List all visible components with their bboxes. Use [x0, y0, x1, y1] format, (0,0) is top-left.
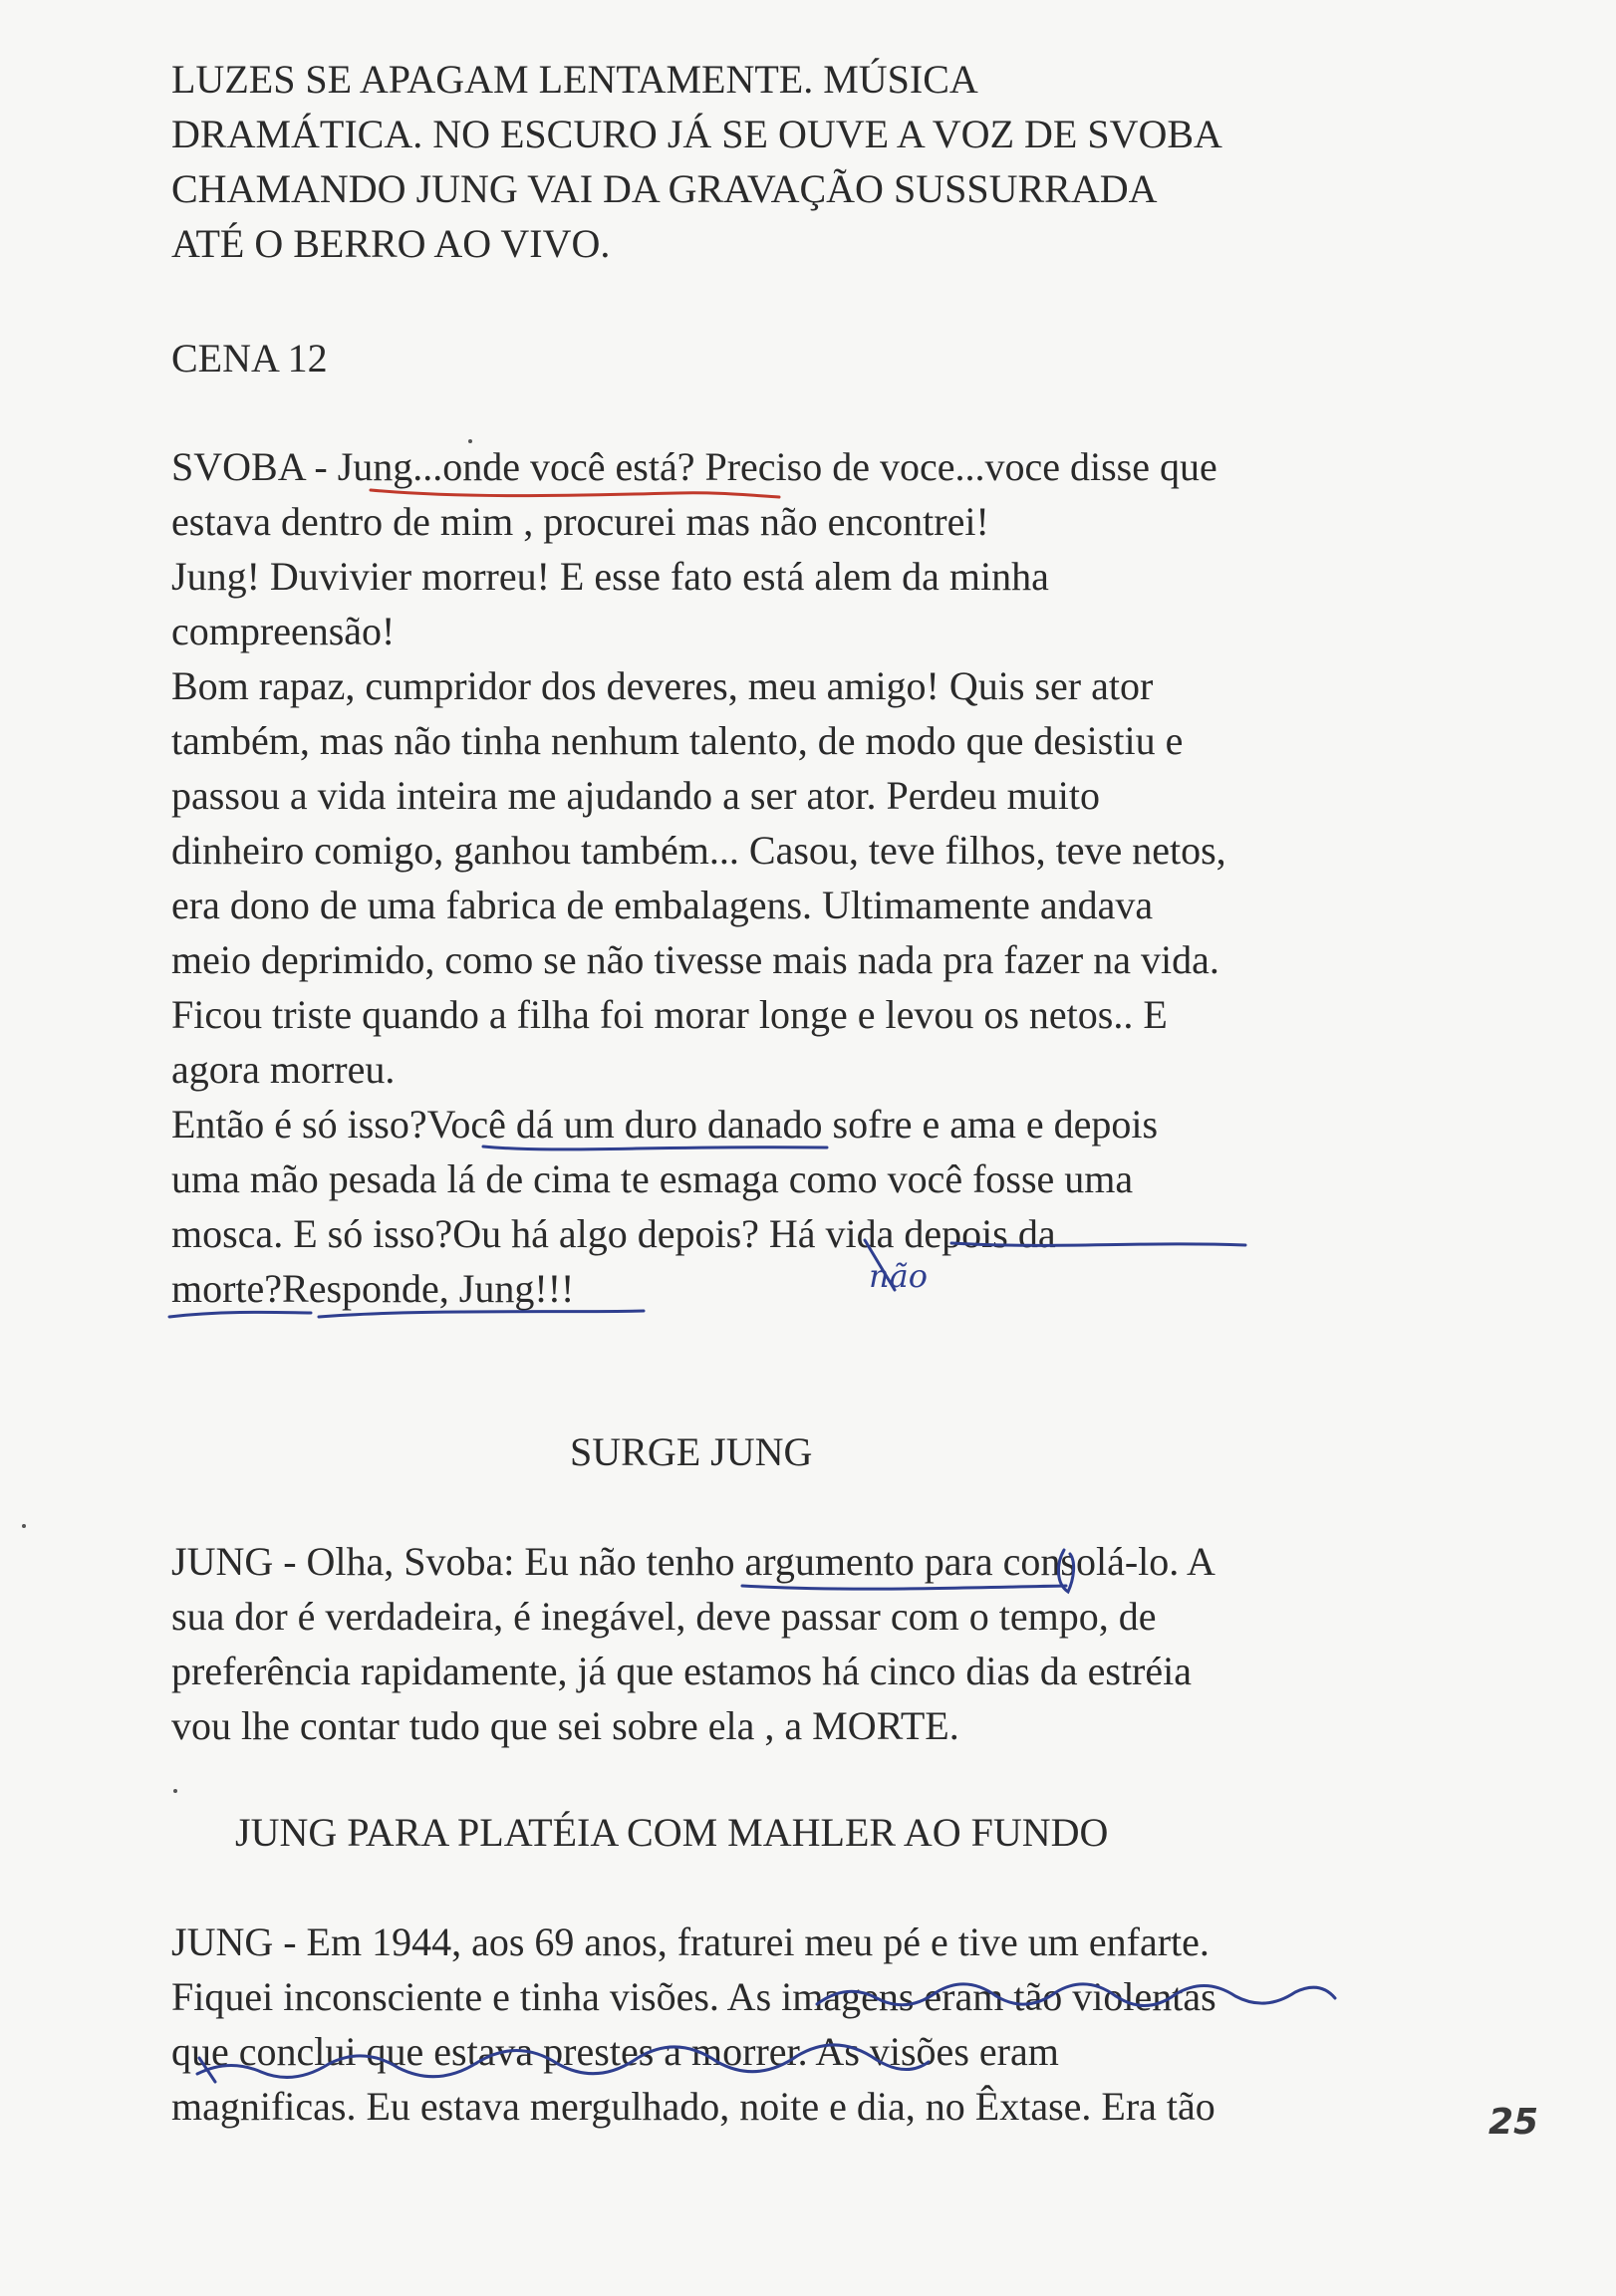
- text-line: passou a vida inteira me ajudando a ser ator. Perdeu muito: [171, 773, 1100, 818]
- stage-direction-plateia: [235, 1805, 1108, 1860]
- text-line: que conclui que estava prestes a morrer. As visões eram: [171, 2029, 1059, 2074]
- stage-direction-lights: [171, 52, 1467, 271]
- text-line: sua dor é verdadeira, é inegável, deve passar com o tempo, de: [171, 1594, 1157, 1639]
- text-line: compreensão!: [171, 609, 396, 653]
- text-line: vou lhe contar tudo que sei sobre ela , a MORTE.: [171, 1703, 959, 1748]
- text-line: também, mas não tinha nenhum talento, de modo que desistiu e: [171, 718, 1184, 763]
- scan-speck: [22, 1524, 26, 1528]
- text-line: JUNG - Olha, Svoba: Eu não tenho argumento para consolá-lo. A: [171, 1539, 1215, 1584]
- scan-speck: [173, 1789, 177, 1793]
- text-line: Fiquei inconsciente e tinha visões. As imagens eram tão violentas: [171, 1974, 1216, 2019]
- stage-direction-text: JUNG PARA PLATÉIA COM MAHLER AO FUNDO: [235, 1810, 1109, 1855]
- text-line: CHAMANDO JUNG VAI DA GRAVAÇÃO SUSSURRADA: [171, 166, 1158, 211]
- stage-direction-text: SURGE JUNG: [570, 1429, 813, 1474]
- text-line: era dono de uma fabrica de embalagens. Ultimamente andava: [171, 883, 1154, 927]
- jung-speech-2: [171, 1914, 1467, 2134]
- text-line: Então é só isso?Você dá um duro danado sofre e ama e depois: [171, 1102, 1159, 1147]
- text-line: SVOBA - Jung...onde você está? Preciso de voce...voce disse que: [171, 444, 1217, 489]
- stage-direction-surge-jung: [570, 1424, 812, 1479]
- text-line: agora morreu.: [171, 1047, 396, 1092]
- text-line: morte?Responde, Jung!!!: [171, 1266, 575, 1311]
- text-line: Jung! Duvivier morreu! E esse fato está alem da minha: [171, 554, 1049, 599]
- page-number: 25: [1488, 2102, 1539, 2143]
- text-line: JUNG - Em 1944, aos 69 anos, fraturei meu pé e tive um enfarte.: [171, 1919, 1210, 1964]
- text-line: mosca. E só isso?Ou há algo depois? Há vida depois da: [171, 1211, 1056, 1256]
- text-line: magnificas. Eu estava mergulhado, noite e dia, no Êxtase. Era tão: [171, 2084, 1215, 2129]
- scan-speck: [468, 439, 472, 443]
- text-line: Ficou triste quando a filha foi morar longe e levou os netos.. E: [171, 992, 1168, 1037]
- text-line: dinheiro comigo, ganhou também... Casou, teve filhos, teve netos,: [171, 828, 1226, 873]
- handwritten-note: não: [869, 1257, 928, 1295]
- text-line: ATÉ O BERRO AO VIVO.: [171, 221, 611, 266]
- text-line: LUZES SE APAGAM LENTAMENTE. MÚSICA: [171, 57, 978, 102]
- svoba-speech: [171, 439, 1467, 1316]
- jung-speech-1: [171, 1534, 1467, 1753]
- text-line: DRAMÁTICA. NO ESCURO JÁ SE OUVE A VOZ DE SVOBA: [171, 112, 1222, 156]
- text-line: estava dentro de mim , procurei mas não encontrei!: [171, 499, 989, 544]
- scene-heading: [171, 331, 1467, 385]
- text-line: uma mão pesada lá de cima te esmaga como você fosse uma: [171, 1156, 1134, 1201]
- text-line: Bom rapaz, cumpridor dos deveres, meu amigo! Quis ser ator: [171, 663, 1154, 708]
- text-line: meio deprimido, como se não tivesse mais nada pra fazer na vida.: [171, 937, 1219, 982]
- text-line: preferência rapidamente, já que estamos há cinco dias da estréia: [171, 1649, 1192, 1693]
- scene-heading-text: CENA 12: [171, 336, 328, 381]
